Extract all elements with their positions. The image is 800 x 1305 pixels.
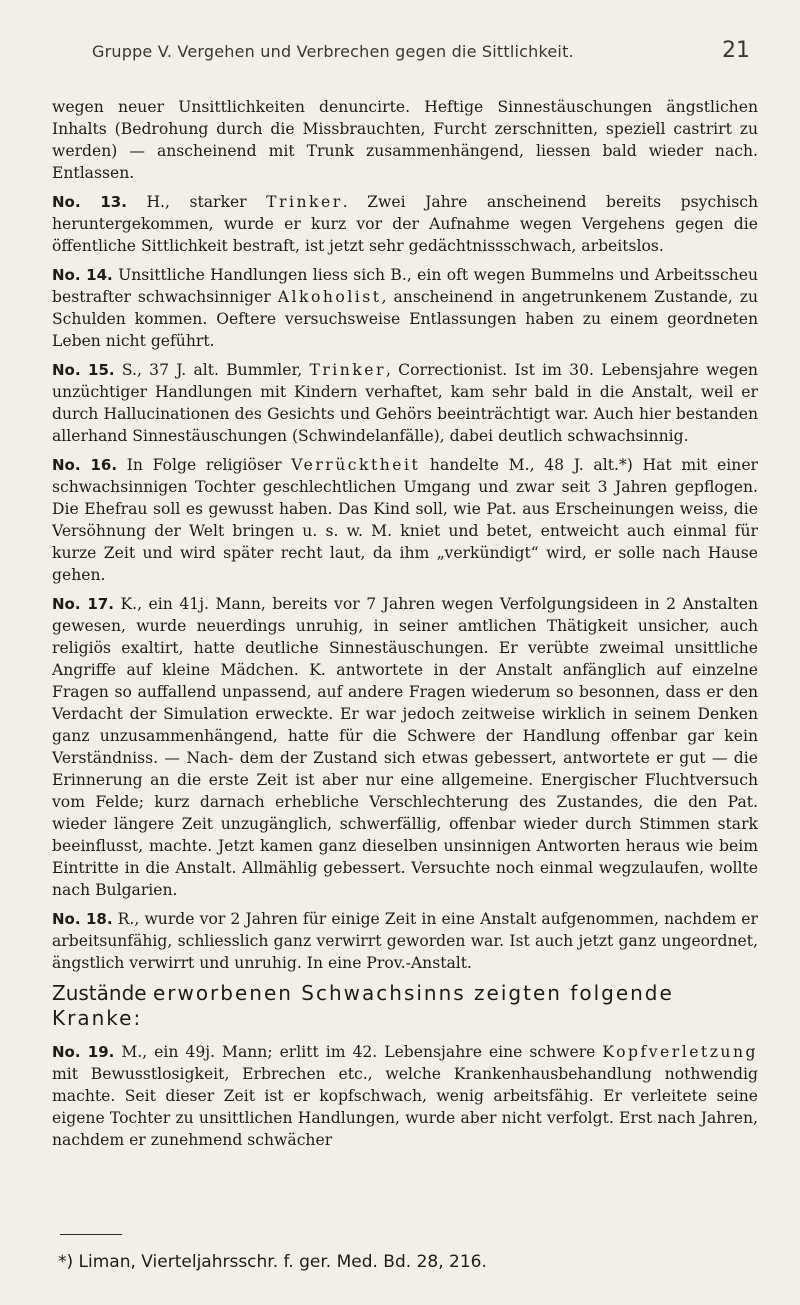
case-number: No. 16. bbox=[52, 456, 118, 474]
case-number: No. 18. bbox=[52, 910, 113, 928]
case-entry bbox=[52, 593, 758, 901]
case-entry bbox=[52, 1041, 758, 1151]
footnote-rule bbox=[60, 1234, 122, 1235]
case-text-lead: In Folge religiöser bbox=[126, 456, 292, 474]
section-heading-part3: zeigten folgende Kranke: bbox=[52, 981, 674, 1030]
case-number: No. 14. bbox=[52, 266, 113, 284]
section-heading-part2: erworbenen Schwachsinns bbox=[152, 981, 466, 1005]
footnote: *) Liman, Vierteljahrsschr. f. ger. Med. Bd. 28, 216. bbox=[58, 1252, 487, 1272]
running-head: Gruppe V. Vergehen und Verbrechen gegen die Sittlichkeit. bbox=[92, 42, 574, 61]
case-entry bbox=[52, 908, 758, 974]
case-emphasis: Alkoholist bbox=[277, 288, 382, 306]
section-heading-part1: Zustände bbox=[52, 981, 153, 1005]
case-number: No. 13. bbox=[52, 193, 127, 211]
case-entry bbox=[52, 191, 758, 257]
body-text bbox=[52, 96, 758, 1158]
case-list-a bbox=[52, 191, 758, 974]
case-text-lead: S., 37 J. alt. Bummler, bbox=[121, 361, 310, 379]
case-emphasis: Kopfverletzung bbox=[602, 1043, 758, 1061]
page-number: 21 bbox=[722, 38, 750, 63]
case-entry bbox=[52, 359, 758, 447]
intro-paragraph: wegen neuer Unsittlichkeiten denuncirte. Heftige Sinnestäuschungen ängstlichen Inhalts (Bedrohung durch die Missbrauchten, Furcht zerschnitten, speziell castrirt zu werden) — anscheinend mit Trunk zusammenhängend, liessen bald wieder nach. Entlassen. bbox=[52, 98, 758, 182]
case-number: No. 17. bbox=[52, 595, 114, 613]
case-list-b bbox=[52, 1041, 758, 1151]
case-text: , Correctionist. Ist im 30. Lebensjahre wegen unzüchtiger Handlungen mit Kindern verhaftet, kam sehr bald in die Anstalt, weil er durch Hallucinationen des Gesichts und Gehörs beeinträchtigt war. Auch hier bestanden allerhand Sinnestäuschungen (Schwindelanfälle), dabei deutlich schwachsinnig. bbox=[52, 361, 758, 445]
case-entry bbox=[52, 454, 758, 586]
case-text-lead: M., ein 49j. Mann; erlitt im 42. Lebensjahre eine schwere bbox=[121, 1043, 603, 1061]
case-text-lead: K., ein 41j. Mann, bereits vor 7 Jahren wegen Verfolgungsideen in 2 Anstalten gewesen, wurde neuerdings unruhig, in seiner amtlichen Thätigkeit unsicher, auch religiös exaltirt, hatte deutliche Sinnestäuschungen. Er verübte zweimal unsittliche Angriffe auf kleine Mädchen. K. antwortete in der Anstalt anfänglich auf einzelne Fragen so auffallend unpassend, auf andere Fragen wiederum so besonnen, dass er den Verdacht der Simulation erweckte. Er war jedoch zeitweise wirklich in seinem Denken ganz unzusammenhängend, hatte für die Schwere der Handlung offenbar gar kein Verständniss. — Nach- dem der Zustand sich etwas gebessert, antwortete er gut — die Erinnerung an die erste Zeit ist aber nur eine allgemeine. Energischer Fluchtversuch vom Felde; kurz darnach erhebliche Verschlechterung des Zustandes, die den Pat. wieder längere Zeit unzugänglich, schwerfällig, offenbar wieder durch Stimmen stark beeinflusst, machte. Jetzt kamen ganz dieselben unsinnigen Antworten heraus wie beim Eintritte in die Anstalt. Allmählig gebessert. Versuchte noch einmal wegzulaufen, wollte nach Bulgarien. bbox=[52, 595, 758, 899]
case-number: No. 15. bbox=[52, 361, 115, 379]
case-text: . Zwei Jahre anscheinend bereits psychisch heruntergekommen, wurde er kurz vor der Aufnahme wegen Vergehens gegen die öffentliche Sittlichkeit bestraft, ist jetzt sehr gedächtnissschwach, arbeitslos. bbox=[52, 193, 759, 255]
case-entry bbox=[52, 264, 758, 352]
case-text: handelte M., 48 J. alt.*) Hat mit einer schwachsinnigen Tochter geschlechtlichen Umgang und zwar seit 3 Jahren gepflogen. Die Ehefrau soll es gewusst haben. Das Kind soll, wie Pat. aus Erscheinungen weiss, die Versöhnung der Welt bringen u. s. w. M. kniet und betet, entweicht auch einmal für kurze Zeit und wird später recht laut, da ihm „verkündigt“ wird, er solle nach Hause gehen. bbox=[52, 456, 759, 584]
case-text: mit Bewusstlosigkeit, Erbrechen etc., welche Krankenhausbehandlung nothwendig machte. Seit dieser Zeit ist er kopfschwach, wenig arbeitsfähig. Er verleitete seine eigene Tochter zu unsittlichen Handlungen, wurde aber nicht verfolgt. Erst nach Jahren, nachdem er zunehmend schwächer bbox=[52, 1065, 758, 1149]
section-heading bbox=[52, 981, 758, 1031]
case-emphasis: Trinker bbox=[266, 193, 343, 211]
case-text-lead: R., wurde vor 2 Jahren für einige Zeit in eine Anstalt aufgenommen, nachdem er arbeitsunfähig, schliesslich ganz verwirrt geworden war. Ist auch jetzt ganz ungeordnet, ängstlich verwirrt und unruhig. In eine Prov.-Anstalt. bbox=[52, 910, 758, 972]
page-header bbox=[60, 38, 760, 72]
case-text: , anscheinend in angetrunkenem Zustande, zu Schulden kommen. Oeftere versuchsweise Entlassungen haben zu einem geordneten Leben nicht geführt. bbox=[52, 288, 758, 350]
case-emphasis: Trinker bbox=[309, 361, 386, 379]
case-text-lead: H., starker bbox=[146, 193, 267, 211]
case-number: No. 19. bbox=[52, 1043, 115, 1061]
case-text-lead: Unsittliche Handlungen liess sich B., ein oft wegen Bummelns und Arbeitsscheu bestrafter schwachsinniger bbox=[52, 266, 758, 306]
case-emphasis: Verrücktheit bbox=[291, 456, 421, 474]
